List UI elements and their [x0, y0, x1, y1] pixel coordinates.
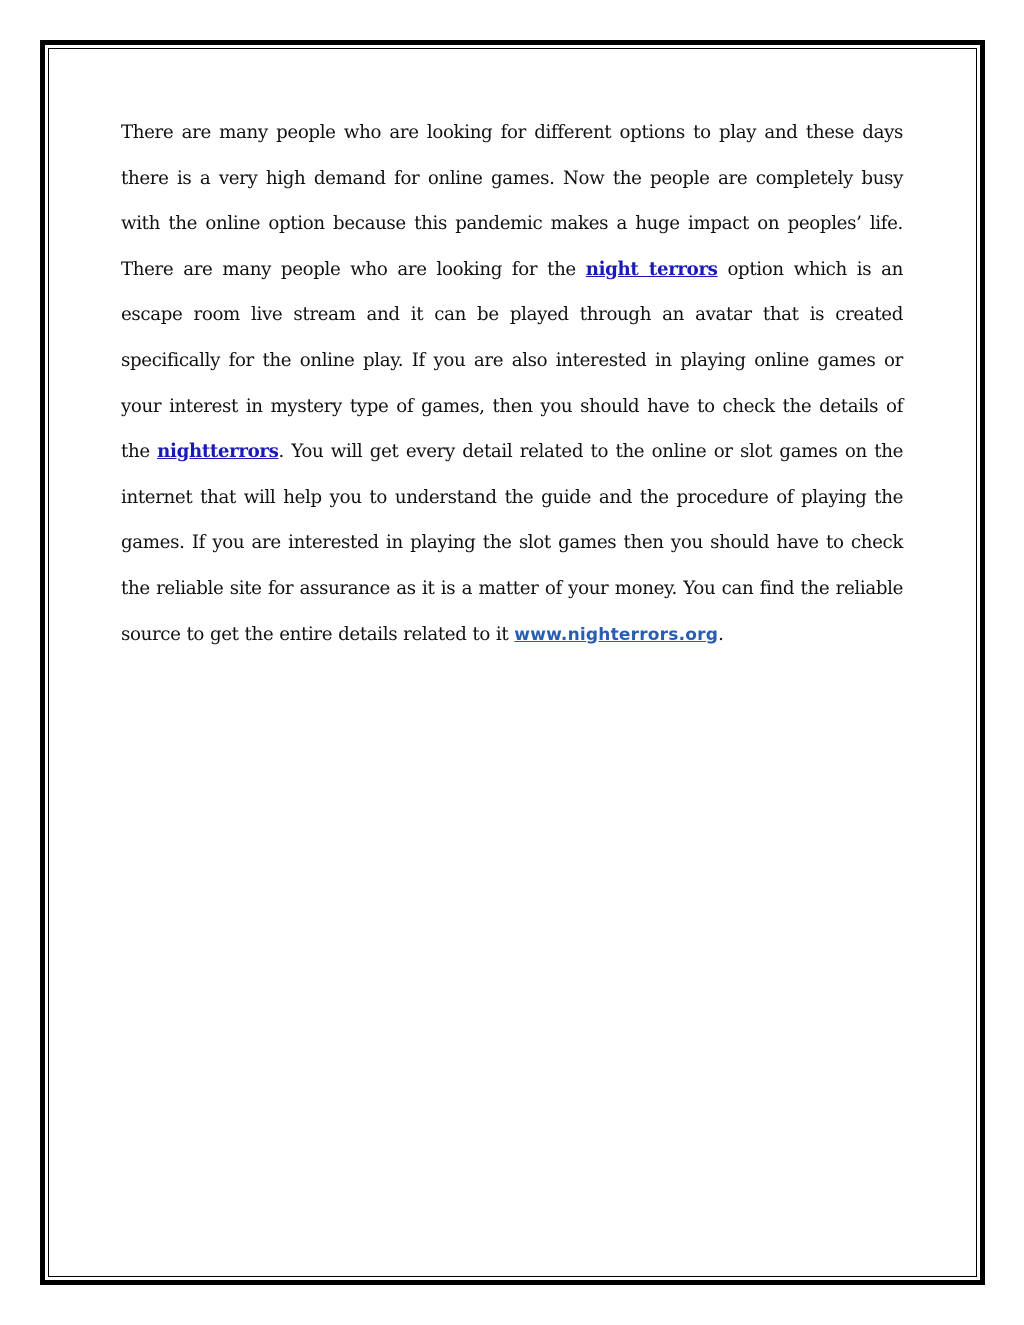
website-url-link[interactable]: www.nighterrors.org — [514, 624, 719, 645]
paragraph-text-2: option which is an escape room live stream and it can be played through an avatar that is created specifically for the online play. If you are also interested in playing online games or your interest in mystery type of games, then you should have to check the details of the — [121, 258, 903, 463]
night-terrors-link[interactable]: night terrors — [585, 258, 718, 280]
paragraph-text-1: There are many people who are looking for different options to play and these days there is a very high demand for online games. Now the people are completely busy with the online option because this pandemic makes a huge impact on peoples’ life. There are many people who are looking for the — [121, 122, 903, 280]
nightterrors-link[interactable]: nightterrors — [157, 441, 279, 463]
body-paragraph — [121, 110, 903, 658]
paragraph-text-4: . — [718, 623, 724, 645]
paragraph-text-3: . You will get every detail related to the online or slot games on the internet that will help you to understand the guide and the procedure of playing the games. If you are interested in playing the slot games then you should have to check the reliable site for assurance as it is a matter of your money. You can find the reliable source to get the entire details related to it — [121, 441, 904, 645]
